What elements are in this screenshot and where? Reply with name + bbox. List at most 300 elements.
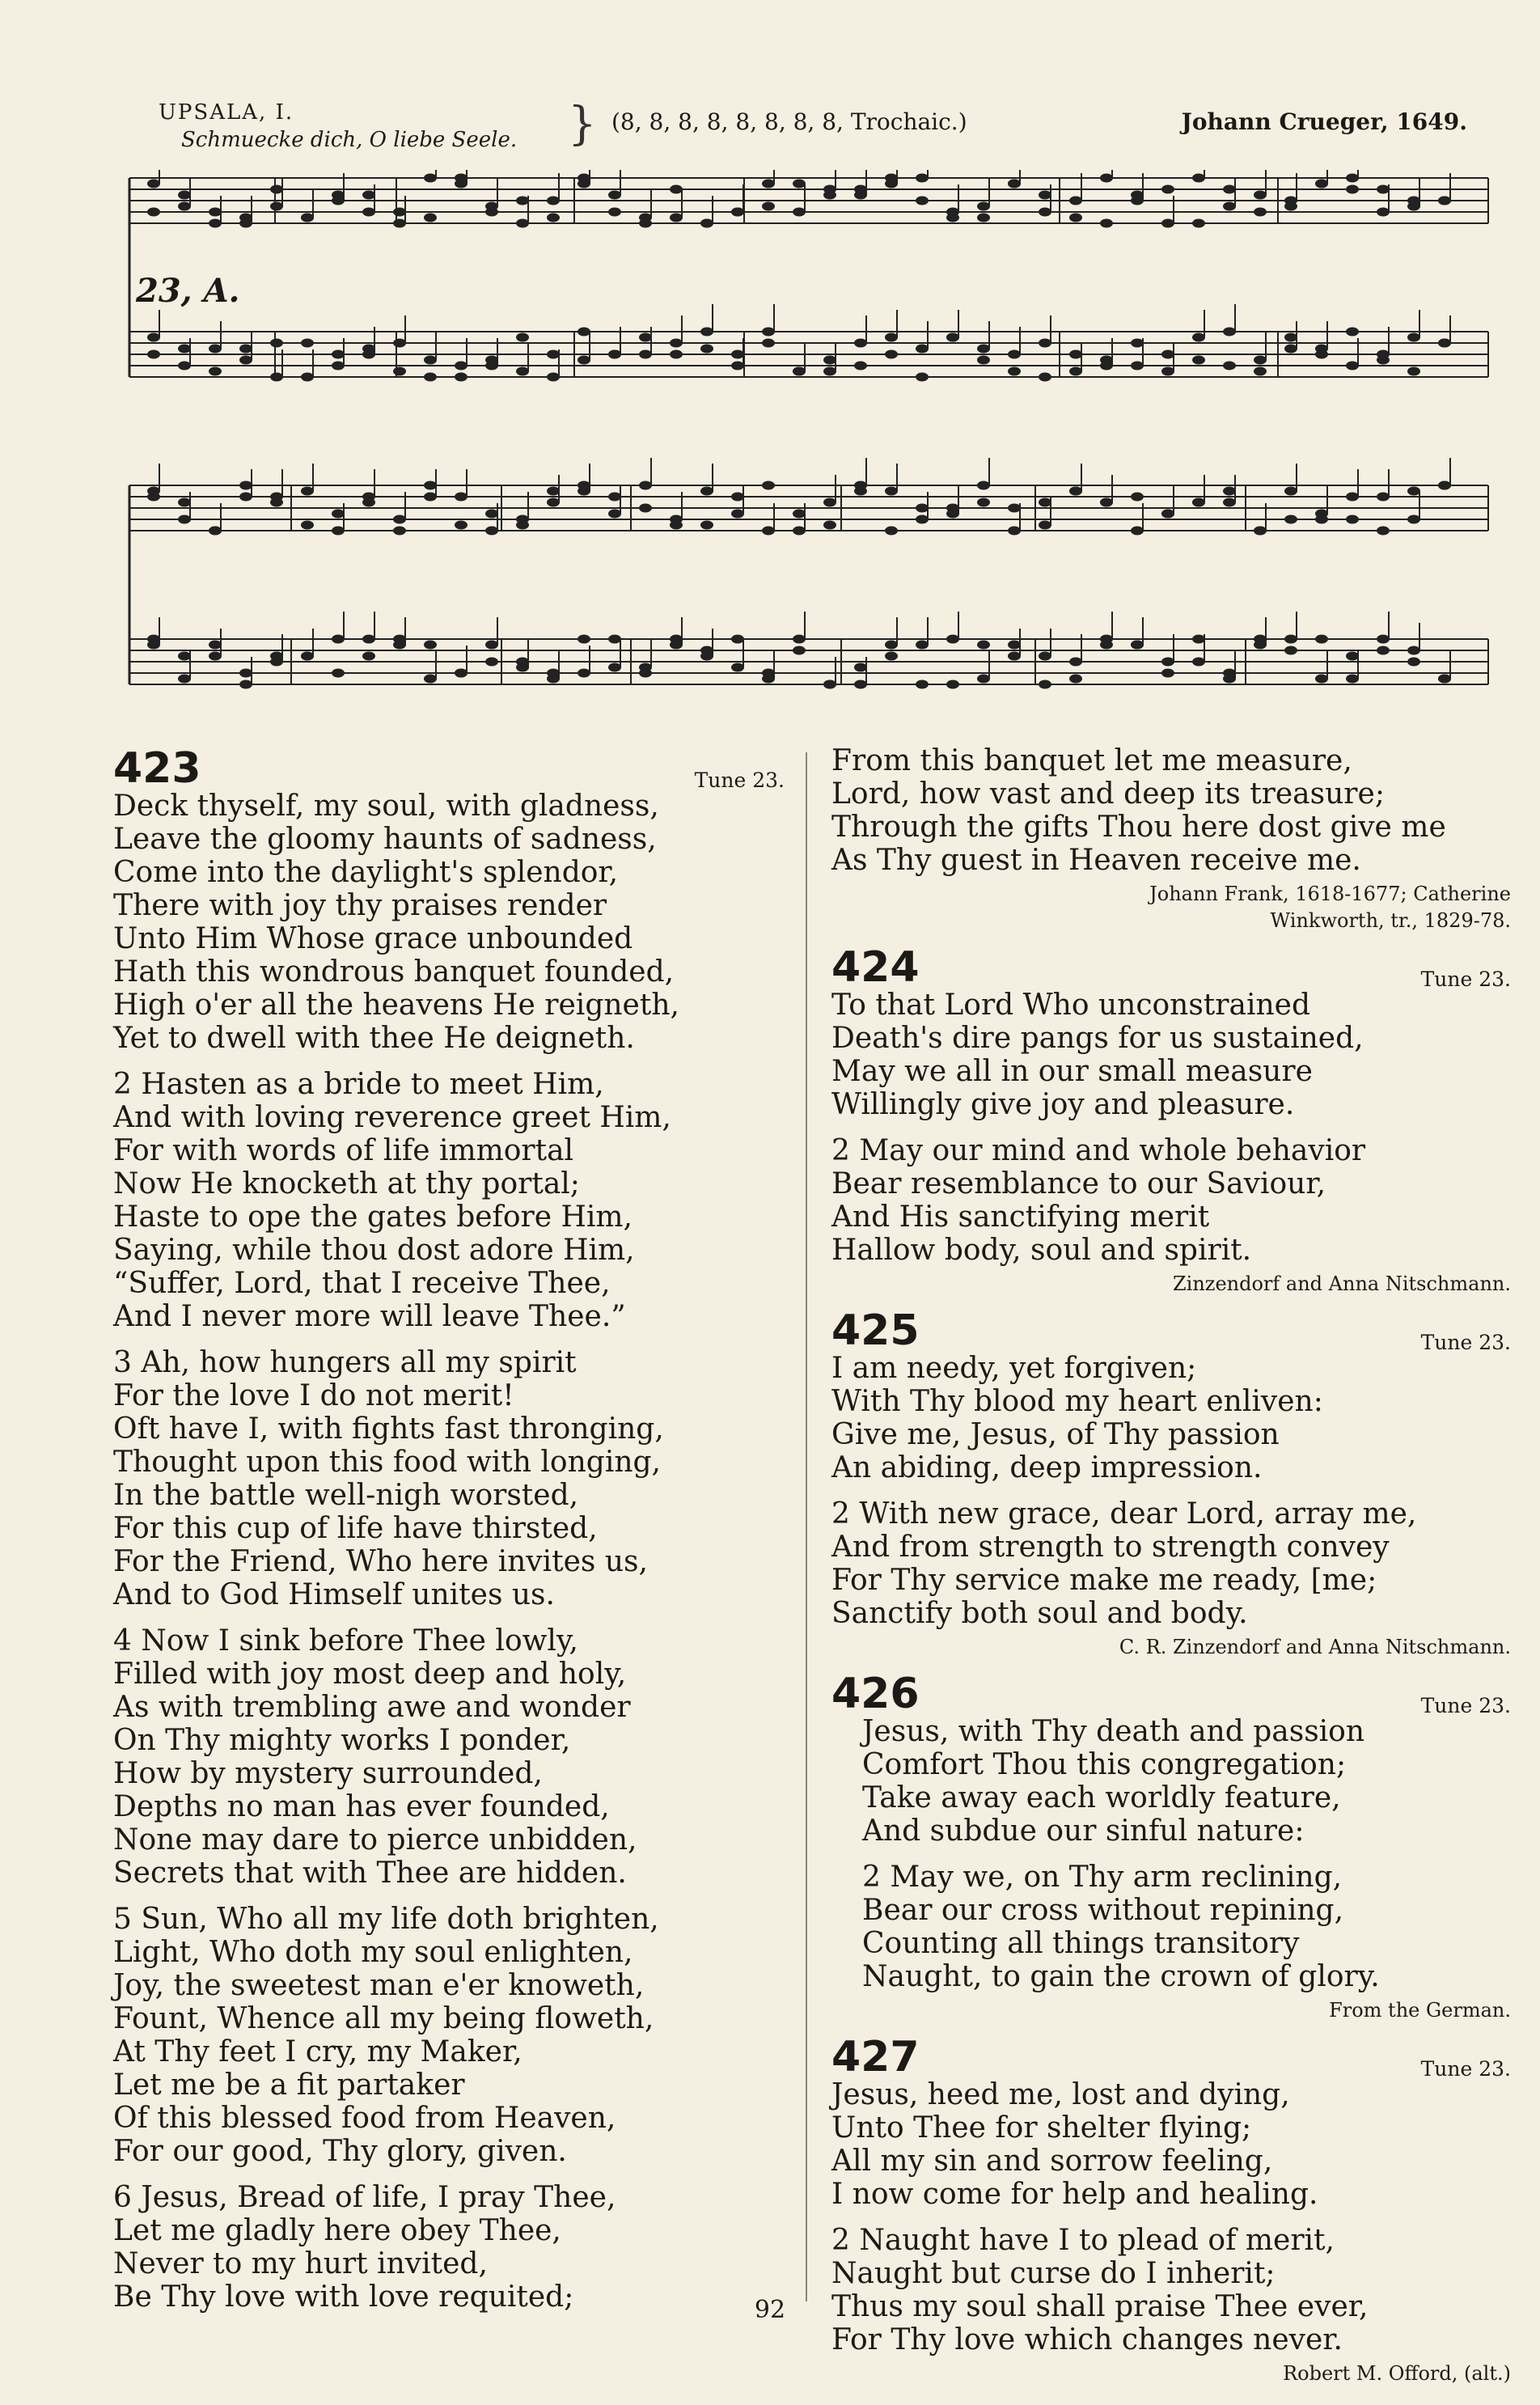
note-head — [793, 180, 806, 188]
verse-line: Oft have I, with fights fast thronging, — [113, 1412, 664, 1446]
verse-line: For the love I do not merit! — [113, 1379, 514, 1412]
tune-reference: Tune 23. — [1420, 968, 1511, 991]
hymn-header-426 — [831, 1670, 1511, 1718]
verse-line: Fount, Whence all my being floweth, — [113, 2002, 654, 2035]
note-head — [854, 339, 867, 348]
verse-line: At Thy feet I cry, my Maker, — [113, 2035, 522, 2068]
note-head — [1008, 504, 1021, 513]
note-head — [578, 328, 590, 337]
note-head — [885, 350, 898, 359]
note-head — [823, 521, 836, 530]
brace-glyph: } — [568, 98, 597, 150]
tune-meter: (8, 8, 8, 8, 8, 8, 8, 8, Trochaic.) — [611, 108, 967, 135]
note-head — [1284, 515, 1297, 524]
note-head — [485, 208, 498, 217]
note-head — [977, 356, 990, 365]
verse-line: For Thy love which changes never. — [831, 2323, 1343, 2356]
note-head — [1039, 208, 1051, 217]
note-head — [823, 356, 836, 365]
note-head — [762, 339, 775, 348]
note-head — [393, 635, 406, 644]
note-head — [362, 635, 375, 644]
note-head — [793, 367, 806, 376]
verse-line: Unto Him Whose grace unbounded — [113, 922, 633, 955]
note-head — [670, 521, 683, 530]
note-head — [239, 669, 252, 678]
note-head — [700, 345, 713, 354]
note-head — [1407, 658, 1420, 667]
note-head — [731, 510, 744, 519]
note-head — [578, 356, 590, 365]
stanza — [831, 1497, 1511, 1630]
verse-line: Saying, while thou dost adore Him, — [113, 1234, 635, 1267]
note-head — [301, 373, 314, 382]
verse-line: On Thy mighty works I ponder, — [113, 1724, 571, 1757]
note-head — [1223, 202, 1236, 211]
note-head — [977, 498, 990, 507]
note-head — [1346, 652, 1359, 661]
note-head — [362, 652, 375, 661]
note-head — [977, 214, 990, 222]
note-head — [332, 669, 345, 678]
note-head — [608, 208, 621, 217]
note-head — [178, 498, 191, 507]
note-head — [1315, 635, 1328, 644]
note-head — [639, 481, 652, 490]
note-head — [885, 652, 898, 661]
verse-line: There with joy thy praises render — [113, 889, 607, 922]
note-head — [332, 350, 345, 359]
note-head — [731, 208, 744, 217]
note-head — [547, 373, 560, 382]
tune-label: 23, A. — [136, 272, 240, 310]
verse-line: 5 Sun, Who all my life doth brighten, — [113, 1903, 659, 1936]
note-head — [485, 356, 498, 365]
note-head — [1284, 646, 1297, 655]
note-head — [578, 669, 590, 678]
note-head — [793, 208, 806, 217]
note-head — [1407, 487, 1420, 496]
note-head — [1284, 202, 1297, 211]
note-head — [670, 339, 683, 348]
note-head — [147, 208, 160, 217]
note-head — [1131, 641, 1144, 650]
tune-reference: Tune 23. — [1420, 2057, 1511, 2081]
verse-line: And with loving reverence greet Him, — [113, 1101, 671, 1134]
hymn-header-423 — [113, 744, 785, 793]
verse-line: Never to my hurt invited, — [113, 2247, 488, 2280]
verse-line: For this cup of life have thirsted, — [113, 1512, 598, 1545]
verse-line: Unto Thee for shelter flying; — [831, 2111, 1252, 2145]
note-head — [547, 498, 560, 507]
note-head — [1346, 675, 1359, 684]
note-head — [731, 663, 744, 672]
hymn-number: 424 — [831, 943, 920, 992]
note-head — [731, 493, 744, 502]
note-head — [239, 214, 252, 222]
note-head — [393, 367, 406, 376]
note-head — [608, 635, 621, 644]
note-head — [393, 219, 406, 228]
note-head — [1438, 339, 1451, 348]
hymn-number: 427 — [831, 2033, 920, 2081]
note-head — [823, 367, 836, 376]
note-head — [700, 328, 713, 337]
note-head — [424, 214, 437, 222]
note-head — [1161, 669, 1174, 678]
note-head — [1131, 339, 1144, 348]
note-head — [1377, 527, 1390, 536]
note-head — [1100, 219, 1113, 228]
note-head — [332, 362, 345, 370]
note-head — [362, 191, 375, 200]
note-head — [1407, 333, 1420, 342]
author-credit: C. R. Zinzendorf and Anna Nitschmann. — [1119, 1636, 1511, 1658]
verse-line: Counting all things transitory — [862, 1927, 1300, 1960]
note-head — [1315, 675, 1328, 684]
note-head — [178, 652, 191, 661]
note-head — [209, 367, 222, 376]
note-head — [854, 487, 867, 496]
note-head — [178, 362, 191, 370]
note-head — [1346, 174, 1359, 183]
verse-line: Depths no man has ever founded, — [113, 1790, 610, 1823]
note-head — [670, 214, 683, 222]
note-head — [916, 504, 929, 513]
note-head — [147, 350, 160, 359]
note-head — [823, 191, 836, 200]
verse-line: Jesus, with Thy death and passion — [862, 1715, 1365, 1748]
note-head — [885, 487, 898, 496]
note-head — [1192, 635, 1205, 644]
verse-line: Death's dire pangs for us sustained, — [831, 1022, 1364, 1055]
note-head — [1346, 328, 1359, 337]
note-head — [1315, 180, 1328, 188]
note-head — [424, 373, 437, 382]
tune-header — [159, 97, 1485, 162]
verse-line: Let me gladly here obey Thee, — [113, 2214, 561, 2247]
hymn-number: 425 — [831, 1306, 920, 1355]
note-head — [823, 498, 836, 507]
hymn-number: 426 — [831, 1670, 920, 1718]
verse-line: None may dare to pierce unbidden, — [113, 1823, 637, 1857]
verse-line: Leave the gloomy haunts of sadness, — [113, 823, 657, 856]
stanza-continued — [831, 744, 1511, 877]
verse-line: Naught but curse do I inherit; — [831, 2257, 1276, 2290]
note-head — [209, 219, 222, 228]
note-head — [916, 197, 929, 205]
verse-line: 2 Naught have I to plead of merit, — [831, 2224, 1335, 2257]
stanza — [113, 790, 785, 1055]
stanza — [831, 1134, 1511, 1267]
note-head — [485, 658, 498, 667]
verse-line: As with trembling awe and wonder — [113, 1691, 631, 1724]
note-head — [547, 197, 560, 205]
stanza — [831, 1715, 1511, 1848]
note-head — [1131, 191, 1144, 200]
note-head — [977, 675, 990, 684]
note-head — [239, 493, 252, 502]
note-head — [1223, 498, 1236, 507]
note-head — [516, 367, 529, 376]
note-head — [1254, 191, 1267, 200]
note-head — [178, 202, 191, 211]
verse-line: “Suffer, Lord, that I receive Thee, — [113, 1267, 611, 1300]
note-head — [239, 356, 252, 365]
note-head — [1039, 339, 1051, 348]
note-head — [424, 174, 437, 183]
note-head — [301, 339, 314, 348]
note-head — [239, 481, 252, 490]
note-head — [1315, 515, 1328, 524]
note-head — [1284, 635, 1297, 644]
stanza — [113, 1068, 785, 1333]
note-head — [270, 652, 283, 661]
note-head — [639, 504, 652, 513]
note-head — [547, 669, 560, 678]
stanza — [113, 1903, 785, 2168]
note-head — [578, 174, 590, 183]
note-head — [608, 350, 621, 359]
note-head — [854, 362, 867, 370]
verse-line: Hallow body, soul and spirit. — [831, 1234, 1252, 1267]
note-head — [455, 174, 468, 183]
note-head — [270, 373, 283, 382]
note-head — [916, 345, 929, 354]
note-head — [147, 635, 160, 644]
note-head — [1223, 328, 1236, 337]
verse-line: To that Lord Who unconstrained — [831, 989, 1310, 1022]
verse-line: 2 May our mind and whole behavior — [831, 1134, 1366, 1167]
note-head — [946, 333, 959, 342]
verse-line: Take away each worldly feature, — [862, 1781, 1341, 1814]
note-head — [700, 521, 713, 530]
note-head — [1346, 362, 1359, 370]
note-head — [393, 339, 406, 348]
author-credit: From the German. — [1329, 1999, 1511, 2022]
stanza — [831, 1861, 1511, 1993]
note-head — [977, 641, 990, 650]
note-head — [1069, 350, 1082, 359]
stanza — [113, 2181, 785, 2314]
note-head — [1069, 367, 1082, 376]
note-head — [1100, 498, 1113, 507]
note-head — [1069, 487, 1082, 496]
note-head — [1131, 527, 1144, 536]
note-head — [1223, 362, 1236, 370]
verse-line: I am needy, yet forgiven; — [831, 1352, 1197, 1385]
column-divider — [806, 752, 807, 2301]
hymn-header-424 — [831, 943, 1511, 992]
note-head — [1346, 515, 1359, 524]
note-head — [1161, 185, 1174, 194]
verse-line: How by mystery surrounded, — [113, 1757, 543, 1790]
note-head — [608, 663, 621, 672]
verse-line: 3 Ah, how hungers all my spirit — [113, 1346, 577, 1379]
verse-line: For our good, Thy glory, given. — [113, 2135, 567, 2168]
note-head — [885, 174, 898, 183]
note-head — [1100, 174, 1113, 183]
note-head — [424, 675, 437, 684]
stanza — [113, 1624, 785, 1890]
note-head — [393, 515, 406, 524]
stanza — [831, 989, 1511, 1121]
note-head — [1346, 493, 1359, 502]
note-head — [1192, 498, 1205, 507]
verse-line: For Thy service make me ready, [me; — [831, 1564, 1377, 1597]
note-head — [362, 345, 375, 354]
stanza — [831, 2224, 1511, 2356]
note-head — [516, 521, 529, 530]
note-head — [731, 350, 744, 359]
note-head — [485, 641, 498, 650]
note-head — [178, 515, 191, 524]
note-head — [1377, 493, 1390, 502]
note-head — [854, 680, 867, 689]
note-head — [1192, 174, 1205, 183]
note-head — [916, 373, 929, 382]
note-head — [1131, 493, 1144, 502]
note-head — [1346, 185, 1359, 194]
note-head — [1284, 345, 1297, 354]
verse-line: May we all in our small measure — [831, 1055, 1313, 1088]
note-head — [977, 345, 990, 354]
note-head — [547, 350, 560, 359]
note-head — [578, 481, 590, 490]
note-head — [1377, 208, 1390, 217]
verse-line: Give me, Jesus, of Thy passion — [831, 1418, 1280, 1451]
note-head — [1284, 333, 1297, 342]
note-head — [1377, 635, 1390, 644]
note-head — [731, 635, 744, 644]
note-head — [762, 481, 775, 490]
note-head — [1192, 658, 1205, 667]
note-head — [455, 669, 468, 678]
verse-line: Hath this wondrous banquet founded, — [113, 955, 675, 989]
verse-line: Lord, how vast and deep its treasure; — [831, 777, 1385, 811]
note-head — [793, 527, 806, 536]
note-head — [1284, 487, 1297, 496]
note-head — [639, 350, 652, 359]
note-head — [270, 339, 283, 348]
note-head — [762, 180, 775, 188]
note-head — [332, 191, 345, 200]
verse-line: Of this blessed food from Heaven, — [113, 2102, 616, 2135]
note-head — [1008, 641, 1021, 650]
verse-line: Naught, to gain the crown of glory. — [862, 1960, 1380, 1993]
note-head — [332, 635, 345, 644]
stanza — [831, 1352, 1511, 1484]
note-head — [885, 333, 898, 342]
note-head — [239, 680, 252, 689]
verse-line: Sanctify both soul and body. — [831, 1597, 1248, 1630]
verse-line: Bear our cross without repining, — [862, 1894, 1344, 1927]
verse-line: Haste to ope the gates before Him, — [113, 1200, 632, 1234]
note-head — [1254, 208, 1267, 217]
note-head — [147, 493, 160, 502]
note-head — [1039, 680, 1051, 689]
note-head — [1069, 197, 1082, 205]
note-head — [1254, 356, 1267, 365]
verse-line: Bear resemblance to our Saviour, — [831, 1167, 1326, 1200]
music-notation — [121, 170, 1496, 728]
note-head — [178, 191, 191, 200]
note-head — [1192, 356, 1205, 365]
note-head — [178, 675, 191, 684]
note-head — [1039, 521, 1051, 530]
verse-line: And subdue our sinful nature: — [862, 1814, 1305, 1848]
note-head — [209, 208, 222, 217]
note-head — [608, 191, 621, 200]
note-head — [239, 345, 252, 354]
note-head — [301, 214, 314, 222]
verse-line: And His sanctifying merit — [831, 1200, 1210, 1234]
verse-line: 4 Now I sink before Thee lowly, — [113, 1624, 578, 1658]
note-head — [301, 487, 314, 496]
note-head — [424, 356, 437, 365]
verse-line: Thus my soul shall praise Thee ever, — [831, 2290, 1369, 2323]
note-head — [1377, 356, 1390, 365]
hymn-header-425 — [831, 1306, 1511, 1355]
note-head — [393, 527, 406, 536]
note-head — [885, 641, 898, 650]
tune-subtitle: Schmuecke dich, O liebe Seele. — [181, 128, 518, 152]
composer: Johann Crueger, 1649. — [1181, 108, 1467, 135]
note-head — [946, 214, 959, 222]
author-credit: Robert M. Offord, (alt.) — [1283, 2362, 1511, 2385]
note-head — [916, 515, 929, 524]
note-head — [1069, 214, 1082, 222]
note-head — [362, 208, 375, 217]
note-head — [516, 197, 529, 205]
stanza — [831, 2078, 1511, 2211]
note-head — [1039, 373, 1051, 382]
note-head — [455, 373, 468, 382]
note-head — [1161, 350, 1174, 359]
tune-reference: Tune 23. — [1420, 1331, 1511, 1354]
note-head — [1008, 350, 1021, 359]
note-head — [424, 493, 437, 502]
note-head — [393, 208, 406, 217]
note-head — [639, 333, 652, 342]
note-head — [1315, 350, 1328, 359]
note-head — [270, 185, 283, 194]
verse-line: An abiding, deep impression. — [831, 1451, 1263, 1484]
verse-line: Secrets that with Thee are hidden. — [113, 1857, 627, 1890]
note-head — [854, 663, 867, 672]
hymn-header-427 — [831, 2033, 1511, 2081]
note-head — [301, 652, 314, 661]
note-head — [977, 481, 990, 490]
note-head — [1407, 197, 1420, 205]
verse-line: 2 With new grace, dear Lord, array me, — [831, 1497, 1417, 1531]
verse-line: Let me be a fit partaker — [113, 2068, 465, 2102]
verse-line: Willingly give joy and pleasure. — [831, 1088, 1295, 1121]
note-head — [209, 641, 222, 650]
note-head — [639, 669, 652, 678]
note-head — [147, 180, 160, 188]
note-head — [1008, 527, 1021, 536]
note-head — [1438, 481, 1451, 490]
verse-line: Yet to dwell with thee He deigneth. — [113, 1022, 635, 1055]
note-head — [916, 641, 929, 650]
note-head — [1377, 185, 1390, 194]
verse-line: And to God Himself unites us. — [113, 1578, 555, 1611]
note-head — [1223, 669, 1236, 678]
note-head — [670, 185, 683, 194]
tune-reference: Tune 23. — [694, 768, 785, 792]
note-head — [639, 219, 652, 228]
